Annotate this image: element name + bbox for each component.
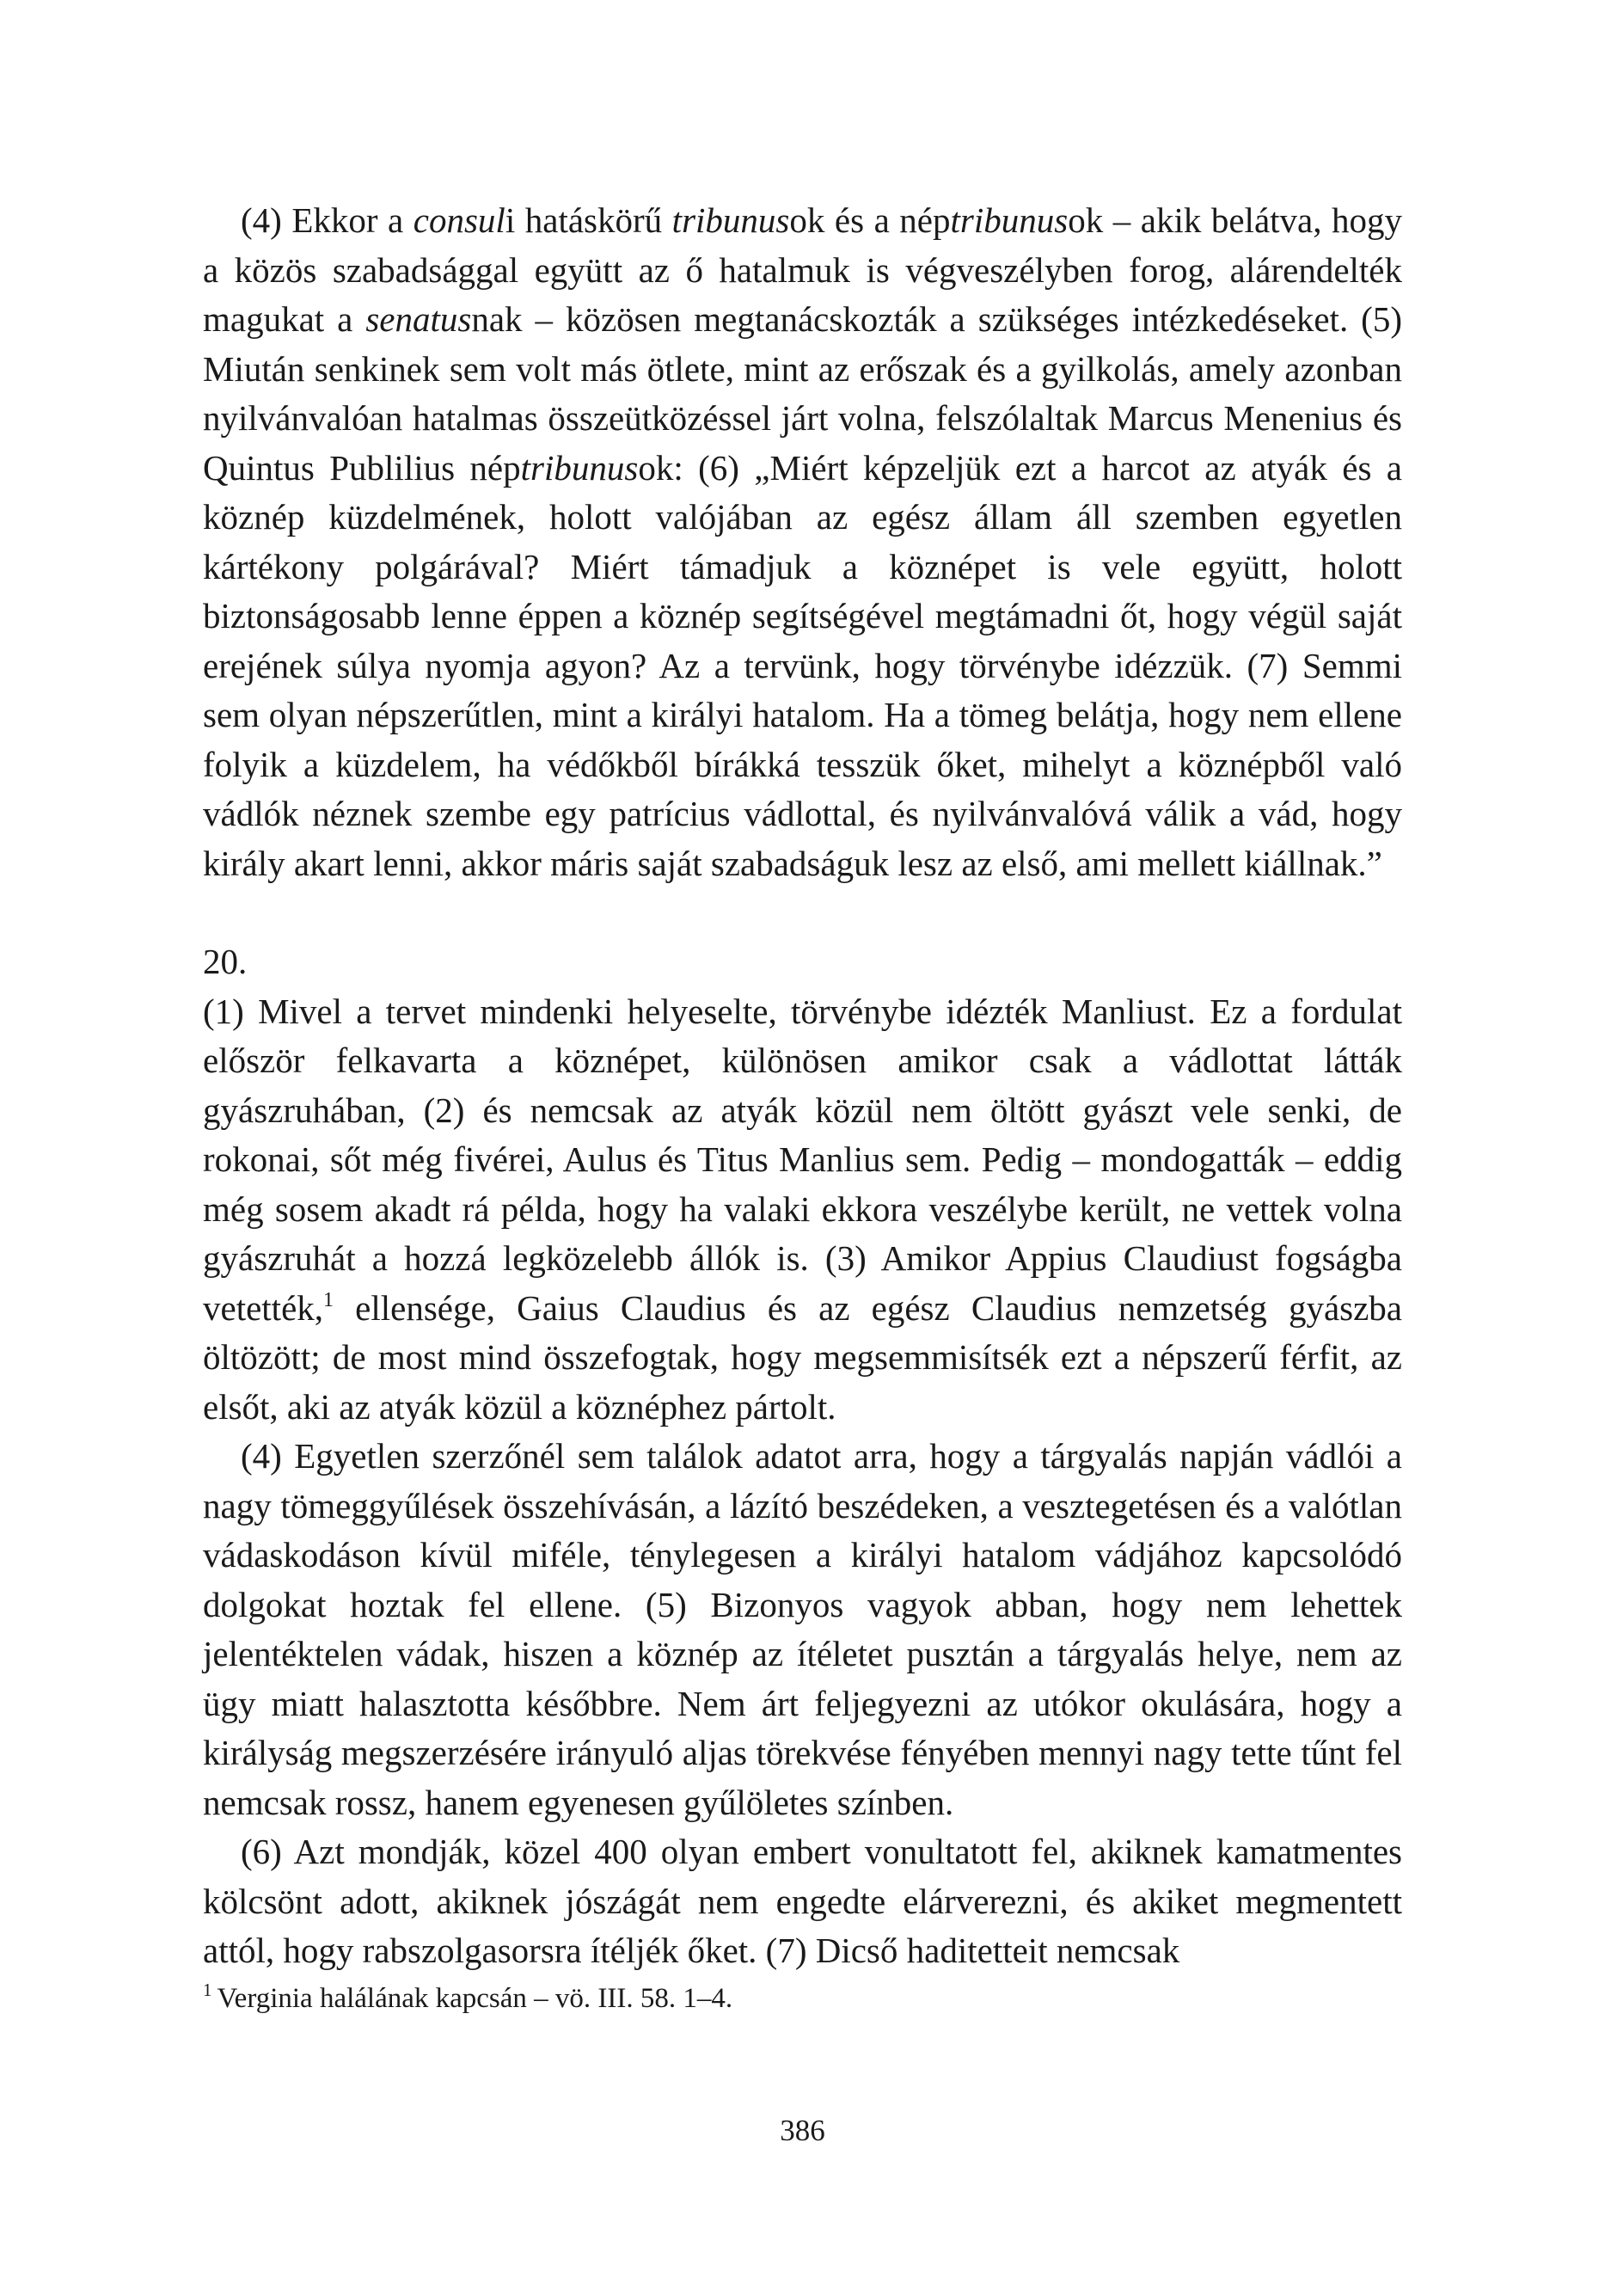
text-run: i hatáskörű xyxy=(505,200,672,240)
italic-term: senatus xyxy=(365,299,472,339)
text-run: ellensége, Gaius Claudius és az egész Claudius nemzetség gyászba öltözött; de most mind összefogtak, hogy megsemmisítsék ezt a népszerű férfit, az elsőt, aki az atyák közül a köznéphez pártolt. xyxy=(203,1287,1402,1427)
page-number: 386 xyxy=(780,2114,825,2147)
paragraph-2 xyxy=(203,987,1402,1433)
italic-term: tribunus xyxy=(671,200,790,240)
main-text xyxy=(203,196,1402,1976)
italic-term: tribunus xyxy=(950,200,1069,240)
paragraph-4: (6) Azt mondják, közel 400 olyan embert vonultatott fel, akiknek kamatmentes kölcsönt adott, akiknek jószágát nem engedte elárverezni, és akiket megmentett attól, hogy rabszolgasorsra ítéljék őket. (7) Dicső haditetteit nemcsak xyxy=(203,1832,1402,1970)
text-run: ok: (6) „Miért képzeljük ezt a harcot az atyák és a köznép küzdelmének, holott valójában az egész állam áll szemben egyetlen kártékony polgárával? Miért támadjuk a köznépet is vele együtt, holott biztonságosabb lenne éppen a köznép segítségével megtámadni őt, hogy végül saját erejének súlya nyomja agyon? Az a tervünk, hogy törvénybe idézzük. (7) Semmi sem olyan népszerűtlen, mint a királyi hatalom. Ha a tömeg belátja, hogy nem ellene folyik a küzdelem, ha védőkből bírákká tesszük őket, mihelyt a köznépből való vádlók néznek szembe egy patrícius vádlottal, és nyilvánvalóvá válik a vád, hogy király akart lenni, akkor máris saját szabadságuk lesz az első, ami mellett kiállnak.” xyxy=(203,447,1402,883)
text-run: nak – közösen megtanácskozták a szükséges intézkedéseket. (5) Miután senkinek sem volt más ötlete, mint az erőszak és a gyilkolás, amely azonban nyilvánvalóan hatalmas összeütközéssel járt volna, felszólaltak Marcus Menenius és Quintus Publilius nép xyxy=(203,299,1402,488)
footnote xyxy=(203,1980,1402,2017)
chapter-number: 20. xyxy=(203,942,248,981)
italic-term: tribunus xyxy=(520,447,639,488)
italic-term: consul xyxy=(413,200,505,240)
footnote-text: Verginia halálának kapcsán – vö. III. 58. 1–4. xyxy=(217,1983,733,2014)
text-run: ok és a nép xyxy=(789,200,951,240)
paragraph-3: (4) Egyetlen szerzőnél sem találok adatot arra, hogy a tárgyalás napján vádlói a nagy tömeggyűlések összehívásán, a lázító beszédeken, a vesztegetésen és a valótlan vádaskodáson kívül miféle, ténylegesen a királyi hatalom vádjához kapcsolódó dolgokat hoztak fel ellene. (5) Bizonyos vagyok abban, hogy nem lehettek jelentéktelen vádak, hiszen a köznép az ítéletet pusztán a tárgyalás helye, nem az ügy miatt halasztotta későbbre. Nem árt feljegyezni az utókor okulására, hogy a királyság megszerzésére irányuló aljas törekvése fényében mennyi nagy tette tűnt fel nemcsak rossz, hanem egyenesen gyűlöletes színben. xyxy=(203,1436,1402,1822)
paragraph-1 xyxy=(203,196,1402,888)
text-run: ok – akik belátva, hogy a közös szabadsággal együtt az ő hatalmuk is végveszélyben forog, alárendelték magukat a xyxy=(203,200,1403,339)
footnote-marker: 1 xyxy=(203,1980,212,2000)
text-run: (1) Mivel a tervet mindenki helyeselte, törvénybe idézték Manliust. Ez a fordulat először felkavarta a köznépet, különösen amikor csak a vádlottat látták gyászruhában, (2) és nemcsak az atyák közül nem öltött gyászt vele senki, de rokonai, sőt még fivérei, Aulus és Titus Manlius sem. Pedig – mondogatták – eddig még sosem akadt rá példa, hogy ha valaki ekkora veszélybe került, ne vettek volna gyászruhát a hozzá legközelebb állók is. (3) Amikor Appius Claudiust fogságba vetették, xyxy=(203,991,1402,1328)
text-run: (4) Ekkor a xyxy=(241,200,414,240)
footnote-reference[interactable]: 1 xyxy=(323,1288,334,1311)
